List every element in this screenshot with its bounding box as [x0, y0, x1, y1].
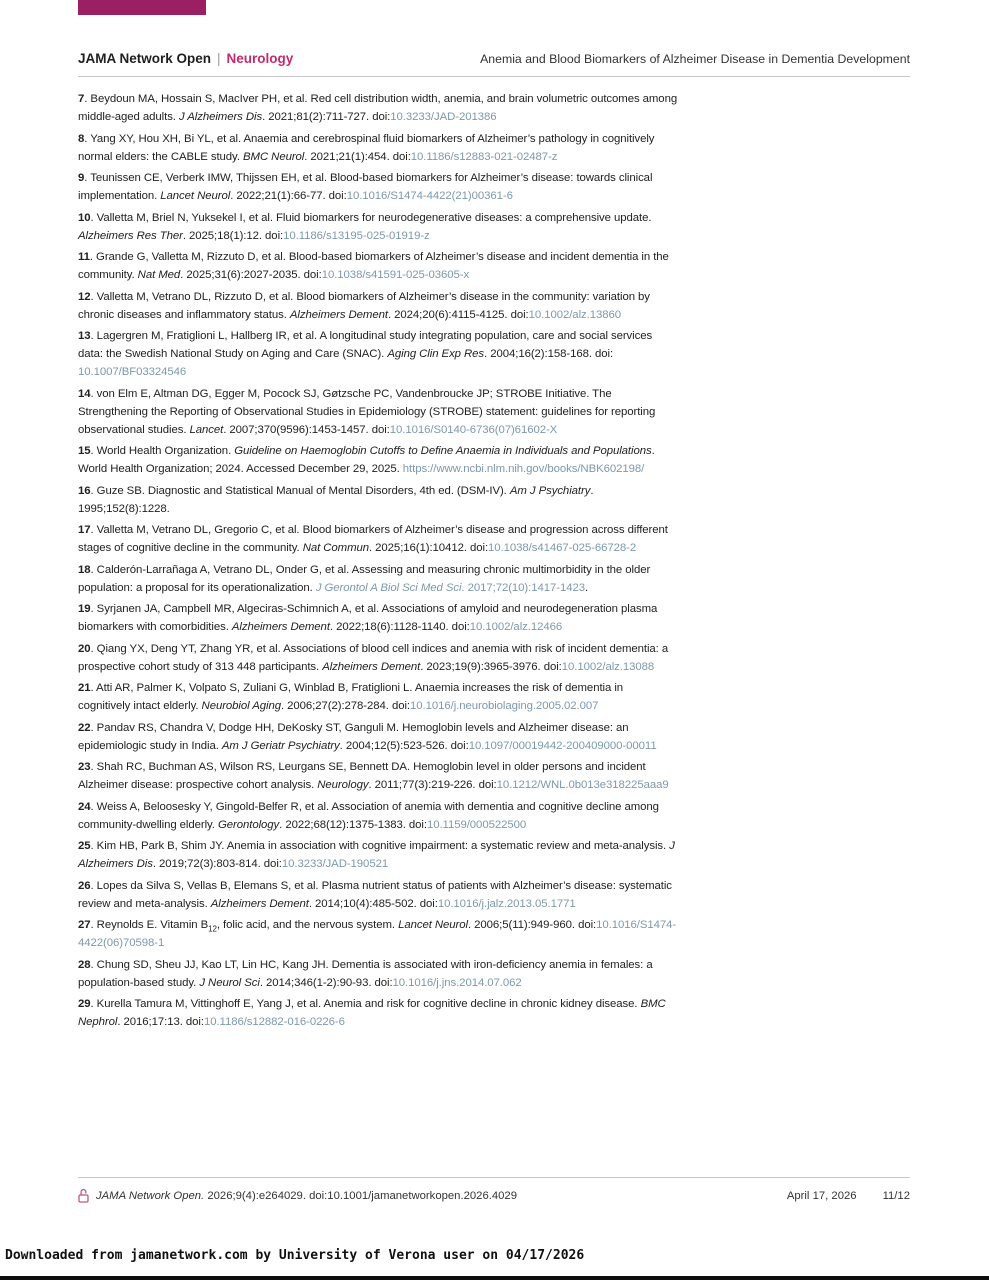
reference-number: 17	[78, 524, 91, 536]
reference-text: . Qiang YX, Deng YT, Zhang YR, et al. Associations of blood cell indices and anemia with risk of incident dementia: a prospective cohort study of 313 448 participants.	[78, 642, 669, 673]
journal-name: JAMA Network Open	[78, 51, 212, 66]
reference-text: . 2022;18(6):1128-1140. doi:	[329, 621, 470, 633]
reference-text: . 2011;77(3):219-226. doi:	[368, 779, 497, 791]
reference-number: 26	[78, 879, 91, 892]
reference-text: Am J Psychiatry	[509, 484, 591, 497]
page-indicator: 11/12	[882, 1189, 910, 1202]
reference-text: . Weiss A, Beloosesky Y, Gingold-Belfer R, et al. Association of anemia with dementia and cognitive decline among community-dwelling elderly.	[78, 800, 659, 831]
reference-text: . Beydoun MA, Hossain S, MacIver PH, et al. Red cell distribution width, anemia, and brain volumetric outcomes among middle-aged adults.	[78, 93, 678, 123]
doi-link[interactable]: 10.1016/j.neurobiolaging.2005.02.007	[410, 700, 599, 712]
doi-link[interactable]: . 2017;72(10):1417-1423	[461, 581, 585, 594]
reference-text: . 2006;5(11):949-960. doi:	[467, 919, 597, 931]
reference-text: BMC Nephrol	[78, 998, 666, 1028]
doi-link[interactable]: J Gerontol A Biol Sci Med Sci	[315, 581, 462, 594]
reference-number: 18	[78, 563, 91, 576]
reference-text: . 2016;17:13. doi:	[117, 1016, 204, 1028]
reference-item	[78, 995, 678, 1031]
reference-text: . 2025;16(1):10412. doi:	[369, 542, 489, 554]
reference-text: . Kim HB, Park B, Shim JY. Anemia in association with cognitive impairment: a systematic review and meta-analysis.	[90, 840, 670, 852]
masthead-divider: |	[217, 51, 221, 66]
reference-text: . Kurella Tamura M, Vittinghoff E, Yang J, et al. Anemia and risk for cognitive decline in chronic kidney disease.	[90, 998, 641, 1010]
doi-link[interactable]: 10.3233/JAD-201386	[390, 111, 497, 123]
publication-date: April 17, 2026	[786, 1189, 857, 1202]
subscript-text: 12	[208, 924, 217, 934]
reference-text: . von Elm E, Altman DG, Egger M, Pocock SJ, Gøtzsche PC, Vandenbroucke JP; STROBE Initiative. The Strengthening the Reporting of Observational Studies in Epidemiology (STROBE) statement: guidelines for reporting observational studies.	[78, 387, 656, 436]
reference-item	[78, 956, 678, 992]
page-footer	[78, 1177, 910, 1203]
brand-color-block	[78, 0, 206, 15]
doi-link[interactable]: 10.1097/00019442-200409000-00011	[468, 739, 657, 752]
reference-item	[78, 640, 678, 676]
doi-link[interactable]: 10.1002/alz.12466	[469, 621, 563, 633]
reference-item	[78, 327, 678, 381]
reference-item	[78, 209, 678, 245]
reference-text: . 2014;10(4):485-502. doi:	[308, 897, 438, 910]
doi-link[interactable]: 10.1212/WNL.0b013e318225aaa9	[496, 779, 669, 791]
reference-text: . Pandav RS, Chandra V, Dodge HH, DeKosky ST, Ganguli M. Hemoglobin levels and Alzheimer disease: an epidemiologic study in India.	[78, 721, 629, 752]
reference-number: 9	[78, 172, 85, 184]
reference-number: 28	[78, 958, 91, 971]
doi-link[interactable]: 10.1159/000522500	[426, 818, 527, 831]
reference-text: . Valletta M, Briel N, Yuksekel I, et al. Fluid biomarkers for neurodegenerative diseases: a comprehensive update.	[90, 211, 652, 224]
reference-item	[78, 758, 678, 794]
reference-text: . 2023;19(9):3965-3976. doi:	[420, 660, 562, 673]
reference-text: . 2022;21(1):66-77. doi:	[230, 190, 347, 202]
reference-text: . 2025;31(6):2027-2035. doi:	[180, 269, 322, 281]
open-access-lock-icon	[78, 1188, 89, 1203]
reference-text: Lancet Neurol	[160, 190, 231, 202]
reference-item	[78, 837, 678, 873]
doi-link[interactable]: 10.1016/j.jalz.2013.05.1771	[437, 897, 576, 910]
reference-text: . 2007;370(9596):1453-1457. doi:	[223, 423, 390, 436]
footer-citation	[78, 1188, 517, 1203]
reference-text: . Valletta M, Vetrano DL, Gregorio C, et al. Blood biomarkers of Alzheimer’s disease and progression across different stages of cognitive decline in the community.	[78, 524, 668, 554]
reference-number: 15	[78, 445, 91, 457]
reference-item	[78, 130, 678, 166]
doi-link[interactable]: 10.1186/s12883-021-02487-z	[410, 150, 558, 163]
reference-number: 27	[78, 919, 91, 931]
reference-text: . 2021;21(1):454. doi:	[304, 150, 411, 163]
doi-link[interactable]: 10.3233/JAD-190521	[281, 858, 389, 870]
reference-text: Lancet Neurol	[398, 919, 468, 931]
reference-text: Neurology	[317, 779, 369, 791]
reference-text: Guideline on Haemoglobin Cutoffs to Define Anaemia in Individuals and Populations	[234, 445, 652, 457]
reference-number: 14	[78, 387, 91, 400]
reference-text: . Yang XY, Hou XH, Bi YL, et al. Anaemia and cerebrospinal fluid biomarkers of Alzheimer’s pathology in cognitively normal elders: the CABLE study.	[78, 132, 655, 163]
reference-text: BMC Neurol	[243, 150, 305, 163]
reference-text: J Alzheimers Dis	[78, 840, 675, 870]
reference-number: 24	[78, 800, 91, 813]
reference-number: 25	[78, 840, 91, 852]
reference-item	[78, 385, 678, 439]
reference-text: . 2024;20(6):4115-4125. doi:	[387, 308, 529, 321]
reference-text: . 2022;68(12):1375-1383. doi:	[279, 818, 427, 831]
doi-link[interactable]: 10.1007/BF03324546	[78, 366, 187, 378]
doi-link[interactable]: 10.1002/alz.13860	[528, 308, 621, 321]
reference-text: . Syrjanen JA, Campbell MR, Algeciras-Schimnich A, et al. Associations of amyloid and neurodegeneration plasma biomarkers with comorbidities.	[78, 603, 658, 633]
reference-text: Alzheimers Dement	[231, 621, 330, 633]
reference-number: 8	[78, 132, 85, 145]
reference-text: Aging Clin Exp Res	[387, 348, 485, 360]
reference-number: 21	[78, 682, 91, 694]
reference-number: 13	[78, 330, 91, 342]
reference-text: . Shah RC, Buchman AS, Wilson RS, Leurgans SE, Bennett DA. Hemoglobin level in older persons and incident Alzheimer disease: prospective cohort analysis.	[78, 761, 646, 791]
reference-text: J Alzheimers Dis	[178, 111, 263, 123]
reference-text: Alzheimers Dement	[289, 308, 388, 321]
doi-link[interactable]: 10.1038/s41467-025-66728-2	[488, 542, 637, 554]
bottom-edge-bar	[0, 1276, 989, 1280]
reference-item	[78, 679, 678, 715]
reference-text: . Teunissen CE, Verberk IMW, Thijssen EH, et al. Blood-based biomarkers for Alzheimer’s disease: towards clinical implementation.	[78, 172, 653, 202]
reference-text: , folic acid, and the nervous system.	[216, 919, 399, 931]
reference-text: . 2019;72(3):803-814. doi:	[152, 858, 282, 870]
download-provenance-text: Downloaded from jamanetwork.com by University of Verona user on 04/17/2026	[5, 1248, 585, 1263]
doi-link[interactable]: 10.1016/S1474-4422(06)70598-1	[78, 919, 677, 949]
reference-text: . Lopes da Silva S, Vellas B, Elemans S, et al. Plasma nutrient status of patients with Alzheimer’s disease: systematic review and meta-analysis.	[78, 879, 672, 910]
doi-link[interactable]: 10.1016/S0140-6736(07)61602-X	[389, 423, 558, 436]
reference-text: . 1995;152(8):1228.	[78, 484, 594, 515]
reference-text: . Guze SB. Diagnostic and Statistical Manual of Mental Disorders, 4th ed. (DSM-IV).	[90, 484, 510, 497]
reference-item	[78, 90, 678, 126]
reference-text: . Lagergren M, Fratiglioni L, Hallberg IR, et al. A longitudinal study integrating population, care and social services data: the Swedish National Study on Aging and Care (SNAC).	[78, 330, 653, 360]
reference-item	[78, 521, 678, 557]
reference-item	[78, 169, 678, 205]
reference-text: Gerontology	[217, 818, 280, 831]
reference-text: . World Health Organization; 2024. Accessed December 29, 2025.	[78, 445, 655, 475]
reference-text: . 2021;81(2):711-727. doi:	[262, 111, 391, 123]
reference-number: 16	[78, 484, 91, 497]
reference-text: Lancet	[189, 423, 224, 436]
reference-text: . 2004;12(5):523-526. doi:	[339, 739, 469, 752]
reference-number: 23	[78, 761, 91, 773]
references-list	[78, 90, 678, 1035]
reference-text: Nat Med	[137, 269, 181, 281]
reference-text: Alzheimers Dement	[322, 660, 421, 673]
doi-link[interactable]: https://www.ncbi.nlm.nih.gov/books/NBK602198/	[402, 463, 645, 475]
doi-link[interactable]: 10.1016/S1474-4422(21)00361-6	[346, 190, 513, 202]
doi-link[interactable]: 10.1186/s13195-025-01919-z	[283, 229, 430, 242]
header-rule	[78, 76, 910, 77]
reference-number: 22	[78, 721, 91, 734]
running-title: Anemia and Blood Biomarkers of Alzheimer Disease in Dementia Development	[480, 52, 910, 66]
reference-text: . 2014;346(1-2):90-93. doi:	[259, 976, 393, 989]
footer-journal-name: JAMA Network Open.	[96, 1189, 205, 1202]
reference-item	[78, 482, 678, 518]
reference-number: 12	[78, 290, 91, 303]
reference-text: Am J Geriatr Psychiatry	[221, 739, 340, 752]
reference-text: . Calderón-Larrañaga A, Vetrano DL, Onder G, et al. Assessing and measuring chronic multimorbidity in the older population: a proposal for its operationalization.	[78, 563, 651, 594]
doi-link[interactable]: 10.1186/s12882-016-0226-6	[203, 1016, 345, 1028]
footer-citation-text: 2026;9(4):e264029. doi:10.1001/jamanetworkopen.2026.4029	[204, 1189, 517, 1202]
reference-text: . World Health Organization.	[90, 445, 235, 457]
reference-text: Alzheimers Dement	[210, 897, 309, 910]
reference-item	[78, 288, 678, 324]
masthead	[78, 51, 293, 66]
reference-number: 11	[78, 251, 90, 263]
doi-link[interactable]: 10.1038/s41591-025-03605-x	[321, 269, 470, 281]
reference-item	[78, 600, 678, 636]
doi-link[interactable]: 10.1016/j.jns.2014.07.062	[392, 976, 522, 989]
reference-text: J Neurol Sci	[199, 976, 260, 989]
section-name: Neurology	[226, 51, 294, 66]
reference-text: . 2025;18(1):12. doi:	[182, 229, 284, 242]
reference-text: . Reynolds E. Vitamin B	[90, 919, 209, 931]
page-header	[78, 51, 910, 66]
reference-item	[78, 561, 678, 597]
reference-text: Neurobiol Aging	[201, 700, 281, 712]
reference-text: . Chung SD, Sheu JJ, Kao LT, Lin HC, Kang JH. Dementia is associated with iron-deficiency anemia in females: a population-based study.	[78, 958, 653, 989]
doi-link[interactable]: 10.1002/alz.13088	[561, 660, 655, 673]
reference-text: . Valletta M, Vetrano DL, Rizzuto D, et al. Blood biomarkers of Alzheimer’s disease in the community: variation by chronic diseases and inflammatory status.	[78, 290, 650, 321]
reference-number: 10	[78, 211, 91, 224]
reference-item	[78, 248, 678, 284]
reference-number: 19	[78, 603, 91, 615]
reference-text: .	[584, 581, 589, 594]
reference-number: 7	[78, 93, 85, 105]
reference-item	[78, 719, 678, 755]
reference-text: . 2004;16(2):158-168. doi:	[484, 348, 614, 360]
reference-text: Nat Commun	[302, 542, 369, 554]
reference-number: 29	[78, 998, 91, 1010]
reference-item	[78, 442, 678, 478]
reference-text: . Grande G, Valletta M, Rizzuto D, et al. Blood-based biomarkers of Alzheimer’s disease and incident dementia in the community.	[78, 251, 669, 281]
reference-text: . 2006;27(2):278-284. doi:	[280, 700, 410, 712]
reference-item	[78, 877, 678, 913]
reference-text: . Atti AR, Palmer K, Volpato S, Zuliani G, Winblad B, Fratiglioni L. Anaemia increases the risk of dementia in cognitively intact elderly.	[78, 682, 624, 712]
reference-number: 20	[78, 642, 91, 655]
reference-item	[78, 916, 678, 952]
reference-text: Alzheimers Res Ther	[78, 229, 183, 242]
reference-item	[78, 798, 678, 834]
